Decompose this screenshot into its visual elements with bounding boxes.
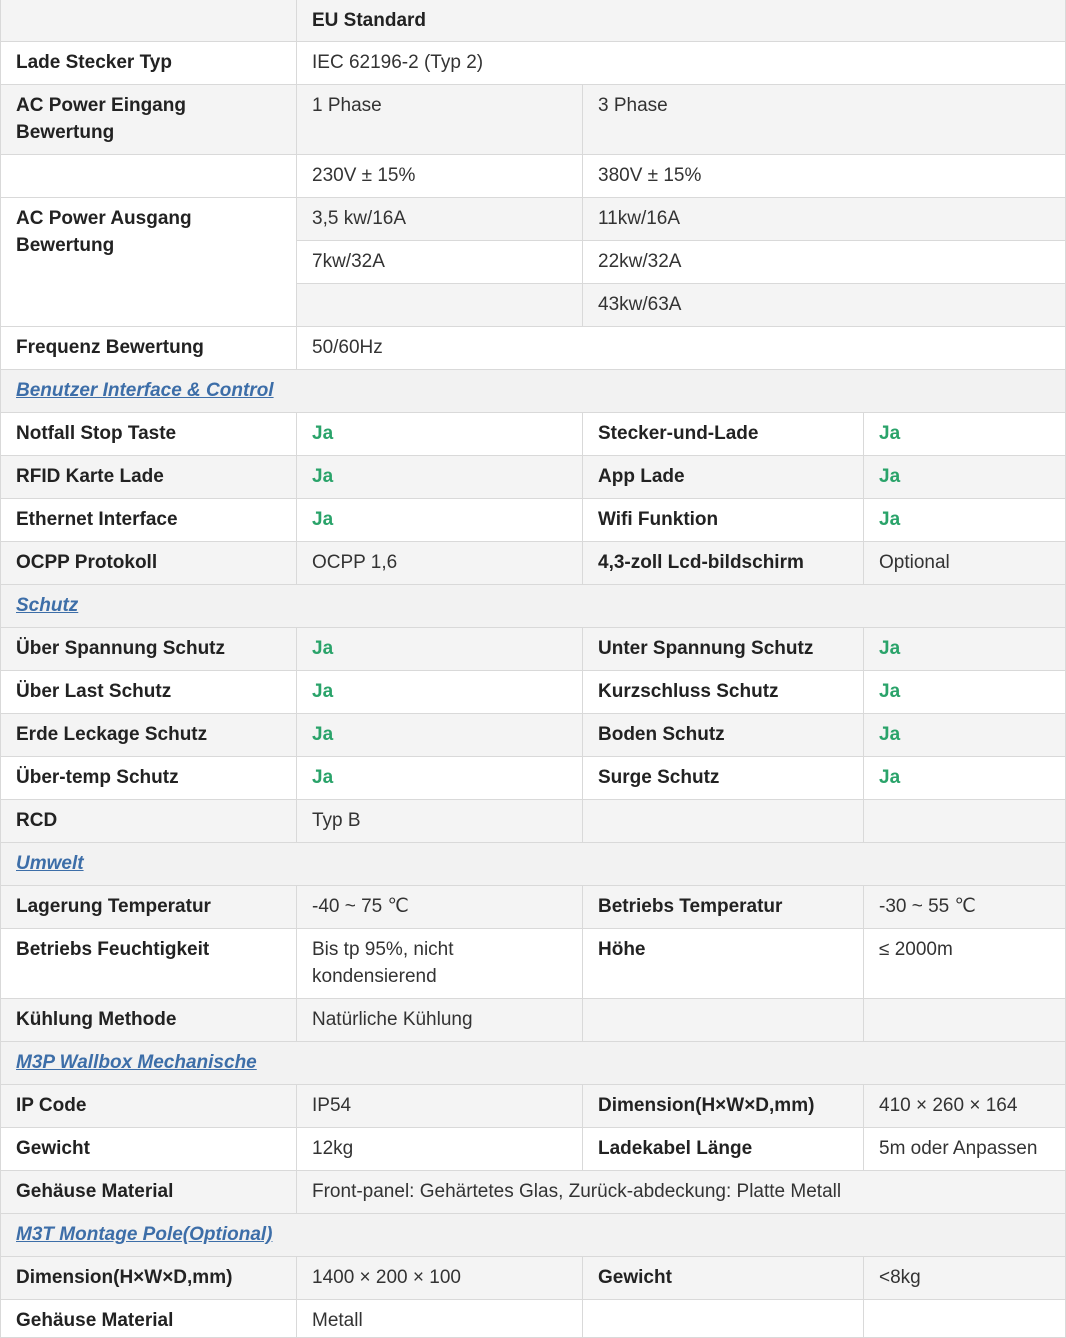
- table-cell: Unter Spannung Schutz: [583, 628, 864, 671]
- table-cell: Über Spannung Schutz: [0, 628, 297, 671]
- table-cell: [583, 800, 864, 843]
- table-cell: Natürliche Kühlung: [297, 999, 583, 1042]
- table-cell: Front-panel: Gehärtetes Glas, Zurück-abdeckung: Platte Metall: [297, 1171, 1066, 1214]
- table-cell: 3 Phase: [583, 85, 1066, 155]
- table-cell: Ja: [864, 714, 1066, 757]
- table-cell: Ja: [864, 413, 1066, 456]
- table-cell: [297, 284, 583, 327]
- table-cell: IP54: [297, 1085, 583, 1128]
- section-heading[interactable]: M3T Montage Pole(Optional): [0, 1214, 1066, 1257]
- table-cell: AC Power Eingang Bewertung: [0, 85, 297, 155]
- table-cell: IEC 62196-2 (Typ 2): [297, 42, 1066, 85]
- table-cell: 50/60Hz: [297, 327, 1066, 370]
- table-cell: 3,5 kw/16A: [297, 198, 583, 241]
- table-cell: [0, 155, 297, 198]
- table-cell: Betriebs Feuchtigkeit: [0, 929, 297, 999]
- table-cell: RCD: [0, 800, 297, 843]
- table-cell: -30 ~ 55 ℃: [864, 886, 1066, 929]
- table-cell: Stecker-und-Lade: [583, 413, 864, 456]
- table-cell: IP Code: [0, 1085, 297, 1128]
- table-cell: [0, 0, 297, 42]
- table-cell: Höhe: [583, 929, 864, 999]
- table-cell: Über Last Schutz: [0, 671, 297, 714]
- table-cell: Erde Leckage Schutz: [0, 714, 297, 757]
- table-cell: OCPP Protokoll: [0, 542, 297, 585]
- table-cell: RFID Karte Lade: [0, 456, 297, 499]
- table-cell: Lagerung Temperatur: [0, 886, 297, 929]
- table-cell: [864, 999, 1066, 1042]
- table-cell: 410 × 260 × 164: [864, 1085, 1066, 1128]
- table-cell: Ja: [297, 757, 583, 800]
- table-cell: 12kg: [297, 1128, 583, 1171]
- table-cell: Gehäuse Material: [0, 1171, 297, 1214]
- table-cell: Dimension(H×W×D,mm): [583, 1085, 864, 1128]
- table-cell: Optional: [864, 542, 1066, 585]
- table-cell: Dimension(H×W×D,mm): [0, 1257, 297, 1300]
- table-cell: Ja: [864, 757, 1066, 800]
- table-cell: Kurzschluss Schutz: [583, 671, 864, 714]
- table-cell: 43kw/63A: [583, 284, 1066, 327]
- table-cell: Ja: [297, 413, 583, 456]
- table-cell: OCPP 1,6: [297, 542, 583, 585]
- table-cell: Surge Schutz: [583, 757, 864, 800]
- table-cell: 1 Phase: [297, 85, 583, 155]
- table-cell: ≤ 2000m: [864, 929, 1066, 999]
- table-cell: Boden Schutz: [583, 714, 864, 757]
- table-cell: 380V ± 15%: [583, 155, 1066, 198]
- table-cell: Betriebs Temperatur: [583, 886, 864, 929]
- table-cell: Ja: [297, 671, 583, 714]
- table-cell: 11kw/16A: [583, 198, 1066, 241]
- table-cell: Gewicht: [583, 1257, 864, 1300]
- table-cell: EU Standard: [297, 0, 1066, 42]
- table-cell: 230V ± 15%: [297, 155, 583, 198]
- table-cell: Ja: [297, 456, 583, 499]
- table-cell: [583, 1300, 864, 1338]
- section-heading[interactable]: Benutzer Interface & Control: [0, 370, 1066, 413]
- table-cell: Ja: [864, 628, 1066, 671]
- table-cell: AC Power Ausgang Bewertung: [0, 198, 297, 327]
- table-cell: 1400 × 200 × 100: [297, 1257, 583, 1300]
- table-cell: [864, 800, 1066, 843]
- table-cell: Ja: [864, 456, 1066, 499]
- table-cell: Ja: [297, 628, 583, 671]
- table-cell: Wifi Funktion: [583, 499, 864, 542]
- table-cell: 7kw/32A: [297, 241, 583, 284]
- table-cell: [864, 1300, 1066, 1338]
- table-cell: Notfall Stop Taste: [0, 413, 297, 456]
- table-cell: 22kw/32A: [583, 241, 1066, 284]
- table-cell: Gewicht: [0, 1128, 297, 1171]
- table-cell: Metall: [297, 1300, 583, 1338]
- table-cell: Über-temp Schutz: [0, 757, 297, 800]
- table-cell: Ja: [864, 671, 1066, 714]
- table-cell: 5m oder Anpassen: [864, 1128, 1066, 1171]
- table-cell: Ladekabel Länge: [583, 1128, 864, 1171]
- table-cell: Kühlung Methode: [0, 999, 297, 1042]
- section-heading[interactable]: Schutz: [0, 585, 1066, 628]
- table-cell: [583, 999, 864, 1042]
- table-cell: Ja: [297, 714, 583, 757]
- section-heading[interactable]: Umwelt: [0, 843, 1066, 886]
- table-cell: 4,3-zoll Lcd-bildschirm: [583, 542, 864, 585]
- table-cell: App Lade: [583, 456, 864, 499]
- table-cell: Bis tp 95%, nicht kondensierend: [297, 929, 583, 999]
- table-cell: Frequenz Bewertung: [0, 327, 297, 370]
- table-cell: Ja: [297, 499, 583, 542]
- table-cell: Ethernet Interface: [0, 499, 297, 542]
- table-cell: Ja: [864, 499, 1066, 542]
- table-cell: Typ B: [297, 800, 583, 843]
- table-cell: Gehäuse Material: [0, 1300, 297, 1338]
- section-heading[interactable]: M3P Wallbox Mechanische: [0, 1042, 1066, 1085]
- table-cell: Lade Stecker Typ: [0, 42, 297, 85]
- table-cell: -40 ~ 75 ℃: [297, 886, 583, 929]
- table-cell: <8kg: [864, 1257, 1066, 1300]
